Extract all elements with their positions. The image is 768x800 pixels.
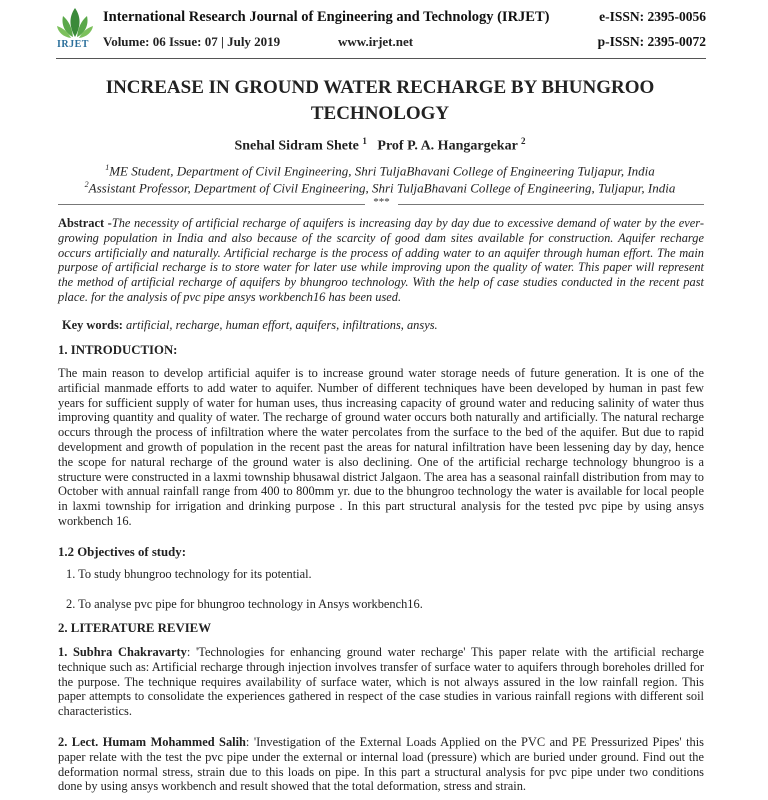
leaf-logo-icon — [56, 6, 94, 40]
abstract — [58, 216, 704, 305]
lit-2-text: : 'Investigation of the External Loads Applied on the PVC and PE Pressurized Pipes' this paper relate with the test the pvc pipe under the external or internal load (pressure) which are buried under ground. Find out the deformation normal stress, strain due to this loads on pipe. In this part a structural analysis for pvc pipe under two conditions done by using ansys workbench and result showed that the total deformation, stress and strain. — [58, 735, 704, 794]
e-issn: e-ISSN: 2395-0056 — [599, 9, 706, 24]
p-issn: p-ISSN: 2395-0072 — [597, 34, 706, 49]
lit-2-label: 2. Lect. Humam Mohammed Salih — [58, 735, 246, 749]
affiliation-1 — [60, 163, 700, 179]
separator-stars: *** — [373, 196, 390, 208]
author-2-sup: 2 — [521, 136, 526, 146]
author-1: Snehal Sidram Shete — [234, 138, 359, 154]
literature-item-1 — [58, 645, 704, 719]
authors — [60, 136, 700, 155]
aff-2-sup: 2 — [84, 180, 89, 189]
aff-1-text: ME Student, Department of Civil Engineering, Shri TuljaBhavani College of Engineering Tuljapur, India — [109, 163, 655, 179]
abstract-label: Abstract - — [58, 216, 112, 230]
journal-website[interactable]: www.irjet.net — [338, 34, 414, 49]
section-separator — [58, 196, 704, 209]
objective-2: 2. To analyse pvc pipe for bhungroo technology in Ansys workbench16. — [66, 597, 423, 611]
header-rule — [56, 58, 706, 59]
keywords-label: Key words: — [62, 318, 123, 332]
abstract-text: The necessity of artificial recharge of aquifers is increasing day by day due to excessive demand of water by the ever-growing population in India and also because of the scarcity of good dam sites available for construction. Aquifer recharge occurs artificially and naturally. Artificial recharge is the process of adding water to an aquifer through human effort. The main purpose of artificial recharge is to store water for later use while improving upon the quality of water. This paper will represent the method of artificial recharge of aquifers by bhungroo technology. With the help of case studies conducted in the recent past place. for the analysis of pvc pipe ansys workbench16 has been used. — [58, 216, 704, 304]
objectives-heading: 1.2 Objectives of study: — [58, 545, 186, 559]
separator-line-right — [398, 204, 704, 205]
affiliation-2 — [60, 180, 700, 196]
volume-issue: Volume: 06 Issue: 07 | July 2019 — [103, 34, 281, 49]
intro-text: The main reason to develop artificial aquifer is to increase ground water storage needs of future generation. It is one of the artificial manmade efforts to add water to aquifer. Number of different techniques have been developed by human in past few years for sufficient supply of water for human uses, thus increasing capacity of ground water and reducing salinity of water thus improving quantity and quality of water. The recharge of ground water occurs both naturally and artificially. The natural recharge occurs through the process of infiltration where the water percolates from the surface to the bed of the aquifer. But due to rapid development and growth of population in the recent past the areas for natural infiltration have been lessening day by day, hence the scope for natural recharge of the ground water is also declining. One of the artificial recharge technology bhungroo is a structure were constructed in a laxmi township bhusawal district Jalgaon. The area has a seasonal rainfall distribution from may to October with annual rainfall range from 400 to 800mm yr. due to the bhungroo technology the water is available for local people in laxmi township for irrigation and drinking purpose . In this part structural analysis for the tested pvc pipe by using ansys workbench 16. — [58, 366, 704, 528]
separator-line-left — [58, 204, 365, 205]
journal-name: International Research Journal of Engineering and Technology (IRJET) — [103, 9, 550, 25]
journal-header — [56, 6, 706, 56]
author-2: Prof P. A. Hangargekar — [377, 138, 518, 154]
literature-heading: 2. LITERATURE REVIEW — [58, 621, 211, 635]
lit-1-text: : 'Technologies for enhancing ground water recharge' This paper relate with the artificial recharge technique such as: Artificial recharge through injection involves transfer of surface water to aquifers through boreholes drilled for the purpose. The technique requires availability of surface water, which is not always assured in the low rainfall region. This paper attempts to consolidate the experiences gathered in respect of the case studies in various rainfall regions with different soil characteristics. — [58, 645, 704, 719]
title-line-1: INCREASE IN GROUND WATER RECHARGE BY BHUNGROO — [105, 77, 655, 98]
keywords-text: artificial, recharge, human effort, aquifers, infiltrations, ansys. — [126, 318, 438, 332]
irjet-logo — [56, 6, 94, 52]
author-1-sup: 1 — [362, 136, 367, 146]
objective-1: 1. To study bhungroo technology for its potential. — [66, 567, 312, 581]
intro-heading: 1. INTRODUCTION: — [58, 343, 178, 357]
paper-title — [60, 75, 700, 127]
lit-1-label: 1. Subhra Chakravarty — [58, 645, 187, 659]
logo-text: IRJET — [57, 39, 89, 50]
keywords — [62, 318, 708, 333]
literature-item-2 — [58, 735, 704, 794]
title-line-2: TECHNOLOGY — [310, 103, 450, 124]
aff-2-text: Assistant Professor, Department of Civil Engineering, Shri TuljaBhavani College of Engineering, Tuljapur, India — [88, 180, 676, 196]
aff-1-sup: 1 — [105, 163, 110, 172]
